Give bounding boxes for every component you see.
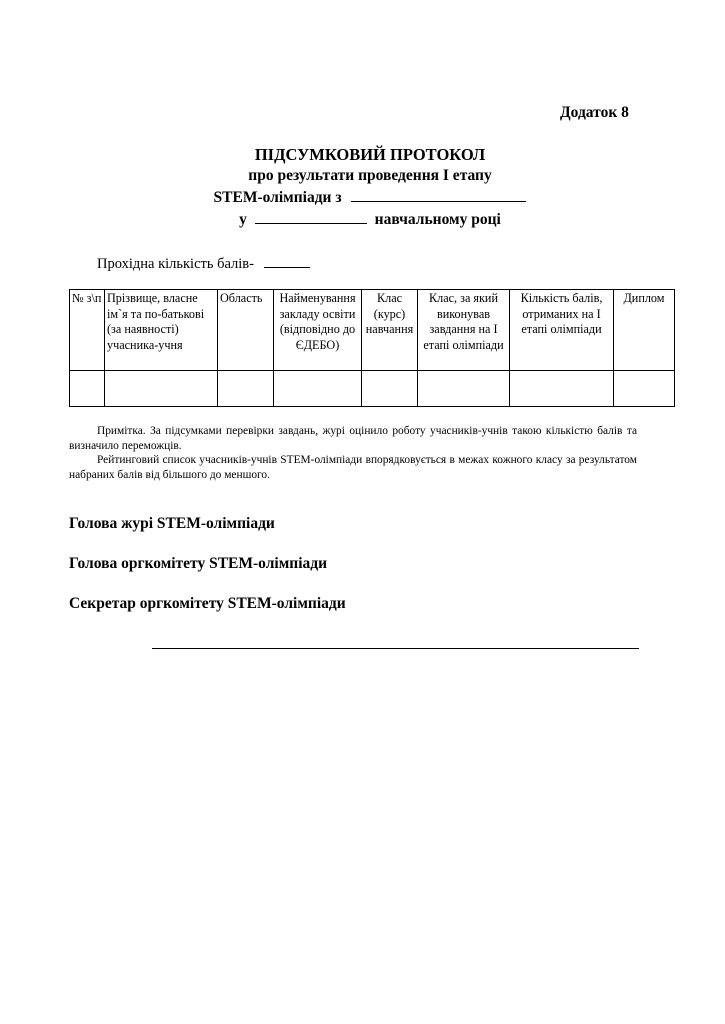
note-paragraph-1: Примітка. За підсумками перевірки завдань, журі оцінило роботу учасників-учнів такою кількістю балів та визначило переможців. — [69, 425, 637, 452]
cell-task-grade[interactable] — [418, 371, 510, 407]
cell-region[interactable] — [218, 371, 274, 407]
academic-year-line — [150, 208, 590, 230]
cell-grade[interactable] — [362, 371, 418, 407]
header-region: Область — [218, 290, 274, 371]
protocol-title: ПІДСУМКОВИЙ ПРОТОКОЛ — [254, 145, 486, 164]
signature-line — [152, 648, 639, 649]
appendix-label: Додаток 8 — [560, 104, 629, 121]
cell-score[interactable] — [510, 371, 614, 407]
table-header-row — [70, 290, 675, 371]
header-grade: Клас (курс) навчання — [362, 290, 418, 371]
passing-score-line — [97, 256, 310, 273]
academic-year-suffix: навчальному році — [374, 211, 501, 228]
passing-score-blank[interactable] — [264, 257, 310, 268]
subject-blank[interactable] — [351, 186, 526, 202]
table-row — [70, 371, 675, 407]
note-paragraph-2: Рейтинговий список учасників-учнів STEM-олімпіади впорядковується в межах кожного класу за результатом набраних балів від більшого до меншого. — [69, 454, 637, 481]
cell-institution[interactable] — [274, 371, 362, 407]
header-number: № з\п — [70, 290, 105, 371]
header-diploma: Диплом — [614, 290, 675, 371]
orgcom-secretary-signature: Секретар оргкомітету STEM-олімпіади — [69, 595, 346, 612]
title-block — [150, 144, 590, 230]
header-name: Прізвище, власне ім`я та по-батькові (за наявності) учасника-учня — [105, 290, 218, 371]
year-blank[interactable] — [255, 208, 367, 224]
cell-diploma[interactable] — [614, 371, 675, 407]
header-task-grade: Клас, за який виконував завдання на І етапі олімпіади — [418, 290, 510, 371]
cell-name[interactable] — [105, 371, 218, 407]
note-block — [69, 424, 637, 482]
passing-score-label: Прохідна кількість балів- — [97, 256, 254, 272]
header-score: Кількість балів, отриманих на І етапі олімпіади — [510, 290, 614, 371]
header-institution: Найменування закладу освіти (відповідно до ЄДЕБО) — [274, 290, 362, 371]
jury-head-signature: Голова журі STEM-олімпіади — [69, 515, 275, 532]
olympiad-subject-prefix: STEM-олімпіади з — [213, 189, 342, 206]
cell-number[interactable] — [70, 371, 105, 407]
protocol-subtitle: про результати проведення І етапу — [248, 167, 492, 184]
orgcom-head-signature: Голова оргкомітету STEM-олімпіади — [69, 555, 328, 572]
olympiad-subject-line — [150, 186, 590, 208]
results-table — [69, 289, 675, 407]
academic-year-prefix: у — [239, 211, 247, 228]
